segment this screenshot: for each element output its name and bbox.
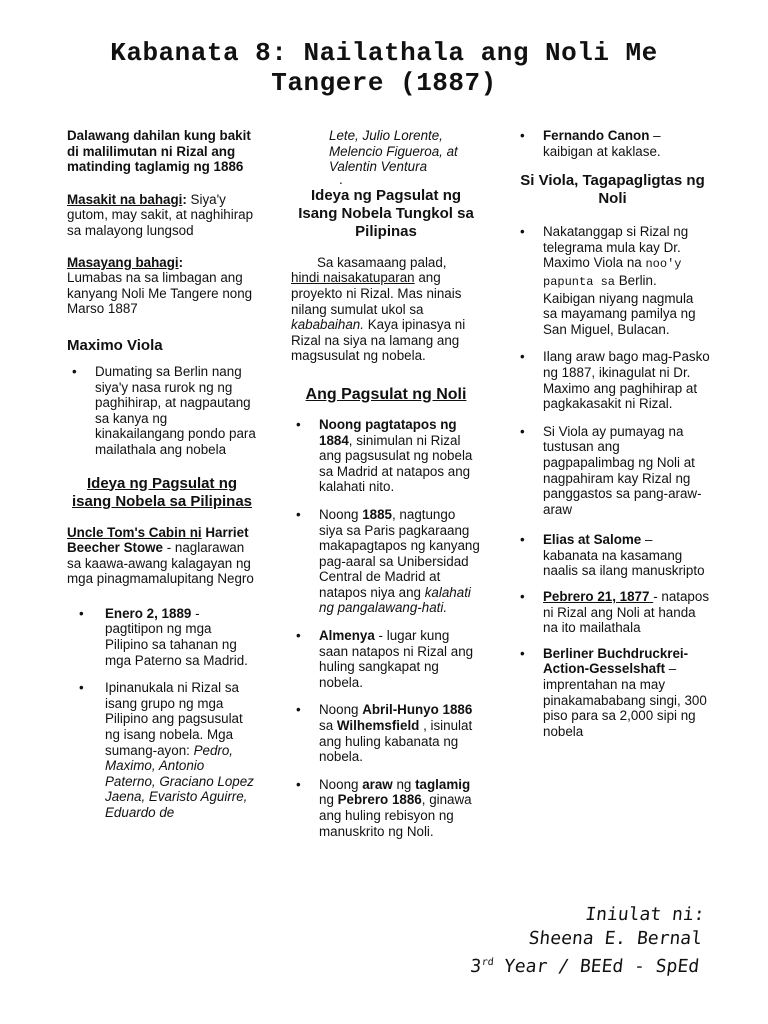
list-item: [515, 589, 710, 636]
sad-part: [67, 192, 257, 239]
v1-b: Berlin. Kaibigan niyang nagmula sa mayamang pamilya ng San Miguel, Bulacan.: [543, 272, 696, 337]
p1-italic: kababaihan.: [291, 317, 364, 333]
reporter-year: [469, 951, 701, 979]
sad-colon: :: [182, 191, 187, 207]
p1-c: Kaya ipinasya ni Rizal na siya na lamang ang magsusulat ng nobela.: [291, 317, 466, 364]
b5-bold-1: araw: [362, 776, 393, 792]
uncle-description: - naglarawan sa kaawa-awang kalagayan ng mga pinagmamalupitang Negro: [67, 540, 254, 587]
pebrero-bold: Pebrero 21, 1877: [543, 589, 654, 605]
date-1: Enero 2, 1889: [105, 605, 192, 621]
b5-m1: ng: [392, 776, 416, 792]
b4-mid: sa: [319, 718, 337, 734]
happy-label: Masayang bahagi: [67, 254, 179, 270]
b1-text: , sinimulan ni Rizal ang pagsusulat ng nobela sa Madrid at natapos ang kalahati nito.: [319, 432, 473, 495]
b2-bold: 1885: [362, 506, 392, 522]
reporter-name: Sheena E. Bernal: [527, 928, 704, 949]
elias-text: – kabanata na kasamang naalis sa ilang manuskripto: [543, 532, 705, 579]
berliner-bold: Berliner Buchdruckrei-Action-Gesselshaft: [543, 645, 689, 677]
list-item: [67, 606, 257, 668]
uncle-tom-text: [67, 525, 257, 587]
b5-bold-3: Pebrero 1886: [337, 792, 422, 808]
b5-a: Noong: [319, 776, 363, 792]
list-item: [291, 507, 481, 616]
p1-underline: hindi naisakatuparan: [291, 270, 415, 286]
intro-text: Dalawang dahilan kung bakit di malilimutan ni Rizal ang matinding taglamig ng 1886: [67, 128, 251, 175]
column-2: [291, 128, 481, 839]
item-text-1: - pagtitipon ng mga Pilipino sa tahanan ng mga Paterno sa Madrid.: [105, 605, 248, 668]
elias-bold: Elias at Salome: [543, 532, 642, 548]
list-item: [515, 224, 710, 337]
paragraph-1: [291, 255, 481, 364]
canon-text: – kaibigan at kaklase.: [543, 128, 661, 159]
list-item: • Dumating sa Berlin nang siya'y nasa rurok ng ng paghihirap, at nagpautang sa kanya ng kinakailangang pondo para mailathala ang nobela: [67, 364, 257, 458]
b2-italic: kalahati ng pangalawang-hati.: [319, 584, 471, 616]
year-number: 3: [469, 956, 483, 977]
b3-text: - lugar kung saan natapos ni Rizal ang huling sangkapat ng nobela.: [319, 628, 474, 690]
b2-text: , nagtungo siya sa Paris pagkaraang makapagtapos ng kanyang pag-aaral sa Unibersidad Central de Madrid at natapos niya ang: [319, 506, 480, 600]
b2-a: Noong: [319, 506, 363, 522]
column-3: [515, 128, 710, 739]
list-item: [291, 628, 481, 690]
list-item: [67, 680, 257, 820]
names-dot: .: [339, 171, 343, 187]
b4-bold-2: Wilhemsfield: [336, 718, 420, 734]
names-text: Pedro, Maximo, Antonio Paterno, Graciano Lopez Jaena, Evaristo Aguirre, Eduardo de: [105, 742, 254, 820]
names-continued: Lete, Julio Lorente, Melencio Figueroa, at Valentin Ventura: [329, 128, 458, 175]
page-title: [0, 38, 768, 98]
v1-mono: noo'y papunta sa: [543, 257, 682, 289]
title-line-1: Kabanata 8: Nailathala ang Noli Me: [110, 38, 658, 68]
ideya-heading-2: Ideya ng Pagsulat ng Isang Nobela Tungkol sa Pilipinas: [298, 186, 474, 240]
year-course: Year / BEEd - SpEd: [492, 956, 701, 977]
b4-bold-1: Abril-Hunyo 1886: [362, 702, 473, 718]
sad-label: Masakit na bahagi: [67, 191, 183, 207]
uncle-title: Uncle Tom's Cabin: [67, 524, 190, 540]
b4-text: , isinulat ang huling kabanata ng nobela.: [319, 718, 473, 765]
list-item: [291, 777, 481, 839]
list-item: [515, 646, 710, 740]
uncle-ni: ni: [189, 524, 202, 540]
b5-m2: ng: [319, 792, 338, 808]
happy-part: [67, 255, 257, 317]
maximo-list: [67, 364, 257, 458]
ideya-heading-1: Ideya ng Pagsulat ng isang Nobela sa Pilipinas: [71, 474, 253, 510]
pagsulat-heading: Ang Pagsulat ng Noli: [305, 385, 467, 403]
canon-bold: Fernando Canon: [543, 128, 650, 143]
pagsulat-list: [291, 417, 481, 839]
reported-by-label: Iniulat ni:: [584, 904, 706, 925]
v1-a: Nakatanggap si Rizal ng telegrama mula kay Dr. Maximo Viola na: [543, 224, 689, 271]
happy-colon: :: [178, 254, 184, 270]
p1-a: Sa kasamaang palad,: [317, 254, 447, 270]
viola-heading: Si Viola, Tagapagligtas ng Noli: [520, 172, 705, 208]
p1-b: ang proyekto ni Rizal. Mas ninais nilang sumulat ukol sa: [291, 270, 462, 317]
b3-bold: Almenya: [319, 628, 375, 644]
column-1: [67, 128, 257, 821]
meeting-list: [67, 606, 257, 821]
canon-list: [515, 128, 710, 159]
sad-text: Siya'y gutom, may sakit, at naghihirap sa malayong lungsod: [67, 191, 254, 238]
maximo-heading: Maximo Viola: [67, 336, 163, 354]
b5-bold-2: taglamig: [415, 776, 471, 792]
viola-list: [515, 224, 710, 739]
uncle-author: Harriet Beecher Stowe: [67, 524, 249, 556]
list-item: [515, 532, 710, 579]
item-text-2: Ipinanukala ni Rizal sa isang grupo ng mga Pilipino ang pagsusulat ng isang nobela. Mga sumang-ayon:: [105, 680, 243, 758]
signature-block: [469, 903, 706, 979]
list-item: [291, 702, 481, 764]
b4-a: Noong: [319, 702, 363, 718]
b1-bold: Noong pagtatapos ng 1884: [319, 416, 457, 448]
year-suffix: rd: [481, 957, 495, 968]
pebrero-text: - natapos ni Rizal ang Noli at handa na ito mailathala: [543, 589, 710, 636]
title-line-2: Tangere (1887): [271, 68, 497, 98]
list-item: • Ilang araw bago mag-Pasko ng 1887, ikinagulat ni Dr. Maximo ang paghihirap at pagkakasakit ni Rizal.: [515, 349, 710, 411]
happy-text: Lumabas na sa limbagan ang kanyang Noli Me Tangere nong Marso 1887: [67, 270, 253, 317]
list-item: [515, 128, 710, 159]
b5-text: , ginawa ang huling rebisyon ng manuskrito ng Noli.: [319, 792, 472, 839]
list-item: [291, 417, 481, 495]
list-item: • Si Viola ay pumayag na tustusan ang pagpapalimbag ng Noli at nagpahiram kay Rizal ng panggastos sa pang-araw-araw: [515, 424, 710, 518]
berliner-text: – imprentahan na may pinakamababang singi, 300 piso para sa 2,000 sipi ng nobela: [543, 661, 707, 739]
